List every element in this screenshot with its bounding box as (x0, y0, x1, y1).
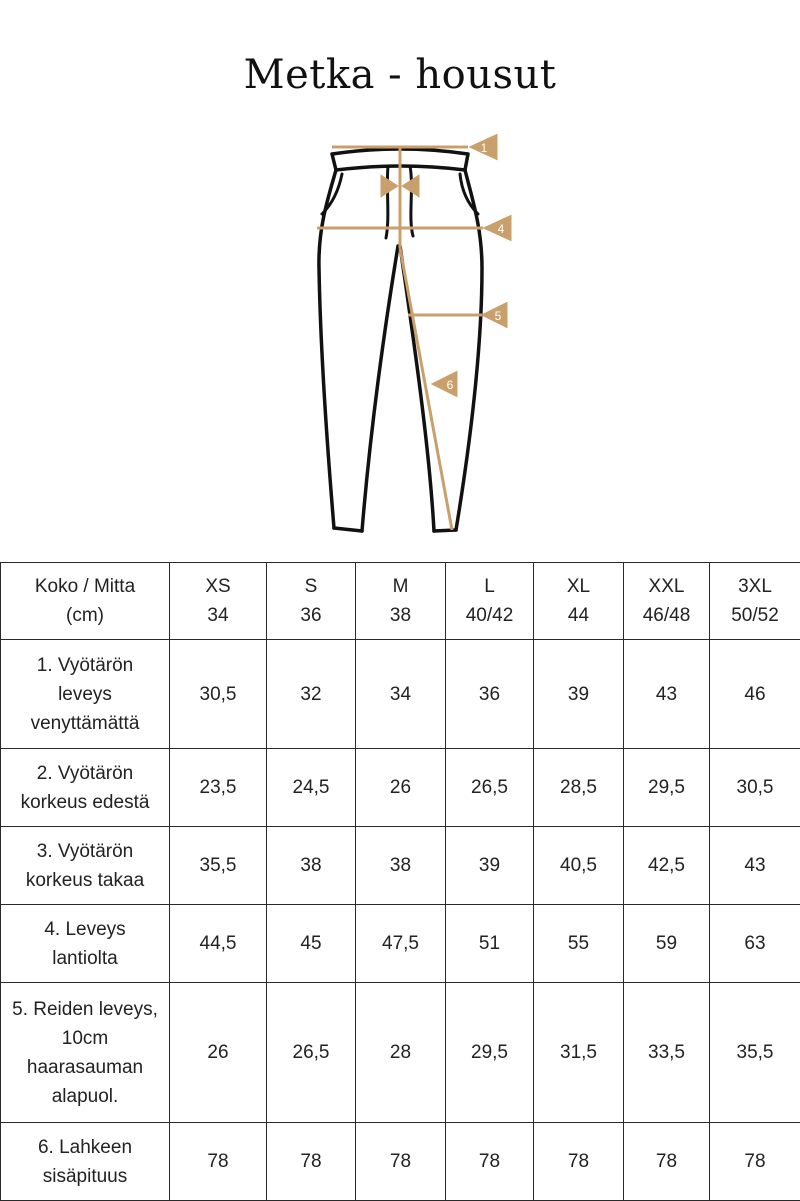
table-cell: 43 (624, 640, 710, 749)
table-cell: 55 (534, 905, 624, 983)
pants-measurement-diagram (300, 128, 520, 548)
size-name: 3XL (738, 576, 772, 597)
size-number: 38 (390, 605, 411, 626)
table-cell: 38 (356, 827, 446, 905)
table-cell: 29,5 (446, 983, 534, 1123)
table-cell: 26,5 (267, 983, 356, 1123)
size-number: 46/48 (643, 605, 691, 626)
table-row (1, 905, 800, 983)
table-cell: 29,5 (624, 749, 710, 827)
table-cell: 35,5 (170, 827, 267, 905)
table-cell: 46 (710, 640, 800, 749)
table-cell: 33,5 (624, 983, 710, 1123)
size-name: XS (205, 576, 230, 597)
table-cell: 78 (534, 1123, 624, 1201)
table-cell: 78 (267, 1123, 356, 1201)
size-name: XXL (649, 576, 685, 597)
table-cell: 32 (267, 640, 356, 749)
size-name: S (305, 576, 318, 597)
row-label: 3. Vyötärön korkeus takaa (1, 827, 170, 905)
table-cell: 78 (356, 1123, 446, 1201)
size-chart-table (0, 562, 800, 1201)
marker-6-label: 6 (447, 378, 454, 392)
table-cell: 78 (710, 1123, 800, 1201)
table-cell: 34 (356, 640, 446, 749)
row-label: 2. Vyötärön korkeus edestä (1, 749, 170, 827)
table-cell: 30,5 (170, 640, 267, 749)
marker-5-label: 5 (495, 309, 502, 323)
size-number: 40/42 (466, 605, 514, 626)
size-number: 44 (568, 605, 589, 626)
table-cell: 26 (170, 983, 267, 1123)
size-header-xs (170, 563, 267, 640)
table-header-row (1, 563, 800, 640)
table-cell: 39 (446, 827, 534, 905)
size-number: 50/52 (731, 605, 779, 626)
table-cell: 59 (624, 905, 710, 983)
table-cell: 78 (170, 1123, 267, 1201)
size-header-l (446, 563, 534, 640)
table-cell: 39 (534, 640, 624, 749)
table-cell: 35,5 (710, 983, 800, 1123)
size-header-xxl (624, 563, 710, 640)
table-row (1, 1123, 800, 1201)
table-cell: 26 (356, 749, 446, 827)
table-cell: 23,5 (170, 749, 267, 827)
row-label: 4. Leveys lantiolta (1, 905, 170, 983)
table-cell: 47,5 (356, 905, 446, 983)
marker-3-label: 3 (420, 180, 427, 194)
table-cell: 43 (710, 827, 800, 905)
size-name: L (484, 576, 495, 597)
row-label: 5. Reiden leveys, 10cm haarasauman alapuol. (1, 983, 170, 1123)
table-row (1, 983, 800, 1123)
size-name: M (393, 576, 409, 597)
table-row (1, 640, 800, 749)
table-cell: 28 (356, 983, 446, 1123)
table-cell: 51 (446, 905, 534, 983)
size-header-m (356, 563, 446, 640)
table-cell: 45 (267, 905, 356, 983)
table-cell: 38 (267, 827, 356, 905)
table-row (1, 749, 800, 827)
size-header-3xl (710, 563, 800, 640)
table-cell: 30,5 (710, 749, 800, 827)
table-cell: 31,5 (534, 983, 624, 1123)
table-cell: 40,5 (534, 827, 624, 905)
size-name: XL (567, 576, 590, 597)
corner-header: Koko / Mitta (cm) (1, 563, 170, 640)
table-cell: 36 (446, 640, 534, 749)
size-number: 34 (207, 605, 228, 626)
table-cell: 26,5 (446, 749, 534, 827)
marker-2-label: 2 (374, 180, 381, 194)
table-cell: 78 (624, 1123, 710, 1201)
table-cell: 63 (710, 905, 800, 983)
table-row (1, 827, 800, 905)
page-title: Metka - housut (0, 52, 800, 98)
table-cell: 78 (446, 1123, 534, 1201)
size-header-xl (534, 563, 624, 640)
table-cell: 28,5 (534, 749, 624, 827)
row-label: 6. Lahkeen sisäpituus (1, 1123, 170, 1201)
marker-1-label: 1 (481, 141, 488, 155)
size-number: 36 (300, 605, 321, 626)
table-cell: 24,5 (267, 749, 356, 827)
row-label: 1. Vyötärön leveys venyttämättä (1, 640, 170, 749)
table-cell: 44,5 (170, 905, 267, 983)
table-cell: 42,5 (624, 827, 710, 905)
size-header-s (267, 563, 356, 640)
marker-4-label: 4 (498, 222, 505, 236)
